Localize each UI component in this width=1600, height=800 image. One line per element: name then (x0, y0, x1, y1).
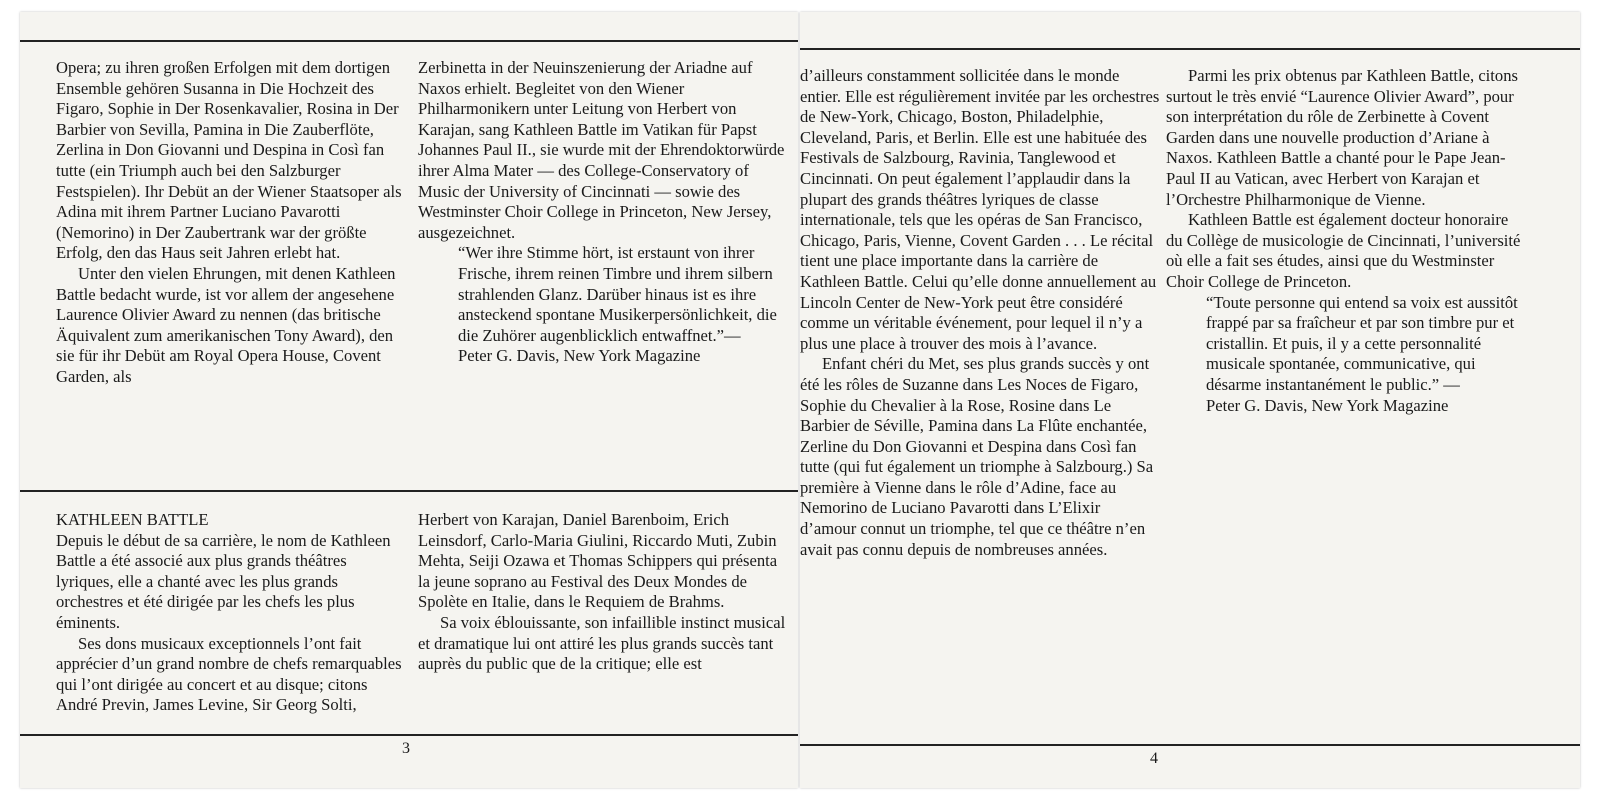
bottom-rule (20, 734, 798, 736)
paragraph: Zerbinetta in der Neuinszenierung der Ariadne auf Naxos erhielt. Begleitet von den Wiener Philharmonikern unter Leitung von Herbert von Karajan, sang Kathleen Battle im Vatikan für Papst Johannes Paul II., sie wurde mit der Ehrendoktorwürde ihrer Alma Mater — des College-Conservatory of Music der University of Cincinnati — sowie des Westminster Choir College in Princeton, New Jersey, ausgezeichnet. (418, 58, 785, 242)
booklet-page-left (20, 12, 798, 788)
page-number: 3 (402, 740, 410, 757)
quote-attribution: Peter G. Davis, New York Magazine (458, 346, 701, 366)
french-text-column-3 (800, 66, 1160, 560)
bottom-rule (800, 744, 1580, 746)
french-text-column-1 (56, 510, 408, 716)
paragraph: Herbert von Karajan, Daniel Barenboim, Erich Leinsdorf, Carlo-Maria Giulini, Riccardo Muti, Zubin Mehta, Seiji Ozawa et Thomas Schippers qui présenta la jeune soprano au Festival des Deux Mondes de Spolète en Italie, dans le Requiem de Brahms. (418, 510, 778, 612)
page-number: 4 (1150, 750, 1158, 767)
section-heading: KATHLEEN BATTLE (56, 510, 209, 529)
quote-attribution: Peter G. Davis, New York Magazine (1206, 395, 1449, 415)
paragraph: Enfant chéri du Met, ses plus grands succès y ont été les rôles de Suzanne dans Les Noces de Figaro, Sophie du Chevalier à la Rose, Rosine dans Le Barbier de Séville, Pamina dans La Flûte enchantée, Zerline du Don Giovanni et Despina dans Così fan tutte (qui fut également un triomphe à Salzbourg.) Sa première à Vienne dans le rôle d’Adine, face au Nemorino de Luciano Pavarotti dans L’Elixir d’amour connut un triomphe, tel que ce théâtre n’en avait pas connu depuis de nombreuses années. (800, 354, 1154, 559)
quote: “Wer ihre Stimme hört, ist erstaunt von ihrer Frische, ihrem reinen Timbre und ihrem silbern strahlenden Glanz. Darüber hinaus ist es ihre ansteckend spontane Musikerpersönlichkeit, die die Zuhörer augenblicklich entwaffnet.”— (458, 243, 777, 345)
paragraph: d’ailleurs constamment sollicitée dans le monde entier. Elle est régulièrement invitée par les orchestres de New-York, Chicago, Boston, Philadelphie, Cleveland, Paris, et Berlin. Elle est une habituée des Festivals de Salzbourg, Ravinia, Tanglewood et Cincinnati. On peut également l’applaudir dans la plupart des grands théâtres lyriques de classe internationale, tels que les opéras de San Francisco, Chicago, Paris, Vienne, Covent Garden . . . Le récital tient une place importante dans la carrière de Kathleen Battle. Celui qu’elle donne annuellement au Lincoln Center de New-York peut être considéré comme un véritable événement, pour lequel il n’y a plus une place à trouver des mois à l’avance. (800, 66, 1160, 353)
booklet-page-right (800, 12, 1580, 788)
top-rule (800, 48, 1580, 50)
paragraph: Depuis le début de sa carrière, le nom de Kathleen Battle a été associé aux plus grands théâtres lyriques, elle a chanté avec les plus grands orchestres et été dirigée par les chefs les plus éminents. (56, 530, 391, 632)
paragraph: Opera; zu ihren großen Erfolgen mit dem dortigen Ensemble gehören Susanna in Die Hochzeit des Figaro, Sophie in Der Rosenkavalier, Rosina in Der Barbier von Sevilla, Pamina in Die Zauberflöte, Zerlina in Don Giovanni und Despina in Così fan tutte (ein Triumph auch bei den Salzburger Festspielen). Ihr Debüt an der Wiener Staatsoper als Adina mit ihrem Partner Luciano Pavarotti (Nemorino) in Der Zaubertrank war der größte Erfolg, den das Haus seit Jahren erlebt hat. (56, 58, 402, 263)
german-text-column-1 (56, 58, 408, 388)
section-divider-rule (20, 490, 798, 492)
paragraph: Ses dons musicaux exceptionnels l’ont fait apprécier d’un grand nombre de chefs remarquables qui l’ont dirigée au concert et au disque; citons André Previn, James Levine, Sir Georg Solti, (56, 633, 402, 715)
french-text-column-4 (1166, 66, 1522, 416)
paragraph: Unter den vielen Ehrungen, mit denen Kathleen Battle bedacht wurde, ist vor allem der angesehene Laurence Olivier Award zu nennen (das britische Äquivalent zum amerikanischen Tony Award), den sie für ihr Debüt am Royal Opera House, Covent Garden, als (56, 263, 396, 386)
paragraph: Kathleen Battle est également docteur honoraire du Collège de musicologie de Cincinnati, l’université où elle a fait ses études, ainsi que du Westminster Choir College de Princeton. (1166, 210, 1521, 291)
top-rule (20, 40, 798, 42)
paragraph: Parmi les prix obtenus par Kathleen Battle, citons surtout le très envié “Laurence Olivier Award”, pour son interprétation du rôle de Zerbinette à Covent Garden dans une nouvelle production d’Ariane à Naxos. Kathleen Battle a chanté pour le Pape Jean-Paul II au Vatican, avec Herbert von Karajan et l’Orchestre Philharmonique de Vienne. (1166, 66, 1518, 209)
german-text-column-2 (418, 58, 790, 367)
quote: “Toute personne qui entend sa voix est aussitôt frappé par sa fraîcheur et par son timbre pur et cristallin. Et puis, il y a cette personnalité musicale spontanée, communicative, qui désarme instantanément le public.” — (1206, 292, 1518, 394)
paragraph: Sa voix éblouissante, son infaillible instinct musical et dramatique lui ont attiré les plus grands succès tant auprès du public que de la critique; elle est (418, 612, 786, 674)
french-text-column-2 (418, 510, 790, 675)
